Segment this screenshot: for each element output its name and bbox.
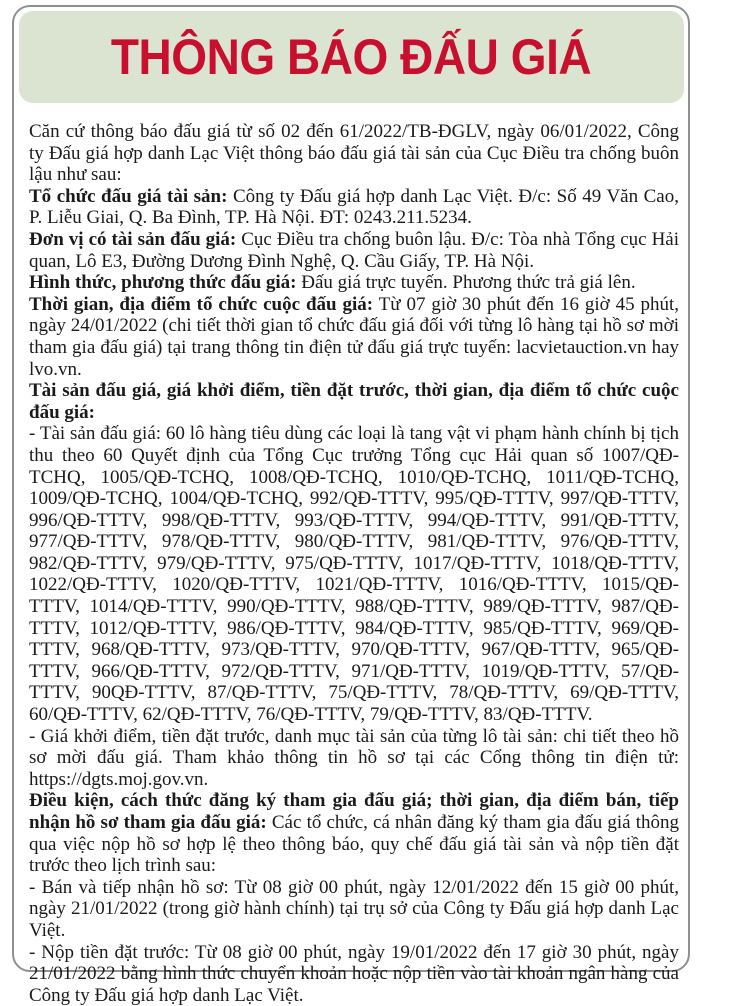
section-label: Đơn vị có tài sản đấu giá:: [29, 228, 237, 250]
notice-body: [29, 121, 679, 1006]
notice-title: THÔNG BÁO ĐẤU GIÁ: [111, 29, 592, 85]
section-assets-heading: [29, 380, 679, 423]
intro-paragraph: Căn cứ thông báo đấu giá từ số 02 đến 61/2022/TB-ĐGLV, ngày 06/01/2022, Công ty Đấu giá hợp danh Lạc Việt thông báo đấu giá tài sản của Cục Điều tra chống buôn lậu như sau:: [29, 121, 679, 186]
section-label: Thời gian, địa điểm tổ chức cuộc đấu giá:: [29, 293, 374, 315]
title-banner: [19, 11, 684, 103]
section-text: Các tổ chức, cá nhân đăng ký tham gia đấu giá thông qua việc nộp hồ sơ hợp lệ theo thông báo, quy chế đấu giá tài sản và nộp tiền đặt trước theo lịch trình sau:: [29, 812, 679, 877]
section-label: Tài sản đấu giá, giá khởi điểm, tiền đặt trước, thời gian, địa điểm tổ chức cuộc đấu giá:: [29, 380, 679, 423]
section-text: Công ty Đấu giá hợp danh Lạc Việt. Đ/c: Số 49 Văn Cao, P. Liễu Giai, Q. Ba Đình, TP. Hà Nội. ĐT: 0243.211.5234.: [29, 185, 679, 229]
section-auction-method: [29, 272, 679, 294]
section-time-place: [29, 294, 679, 380]
section-label: Điều kiện, cách thức đăng ký tham gia đấu giá; thời gian, địa điểm bán, tiếp nhận hồ sơ tham gia đấu giá:: [29, 790, 679, 833]
schedule-item-deposit: - Nộp tiền đặt trước: Từ 08 giờ 00 phút, ngày 19/01/2022 đến 17 giờ 30 phút, ngày 21/01/2022 bằng hình thức chuyển khoản hoặc nộp tiền vào tài khoản ngân hàng của Công ty Đấu giá hợp danh Lạc Việt.: [29, 941, 679, 1006]
section-asset-owner: [29, 229, 679, 272]
section-text: Từ 07 giờ 30 phút đến 16 giờ 45 phút, ngày 24/01/2022 (chi tiết thời gian tổ chức đấu giá đối với từng lô hàng tại hồ sơ mời tham gia đấu giá) tại trang thông tin điện tử đấu giá trực tuyến: lacvietauction.vn hay lvo.vn.: [29, 293, 679, 380]
schedule-item-sale: - Bán và tiếp nhận hồ sơ: Từ 08 giờ 00 phút, ngày 12/01/2022 đến 15 giờ 00 phút, ngày 21/01/2022 (trong giờ hành chính) tại trụ sở của Công ty Đấu giá hợp danh Lạc Việt.: [29, 876, 679, 941]
section-label: Tổ chức đấu giá tài sản:: [29, 185, 228, 207]
section-organizer: [29, 186, 679, 229]
pricing-paragraph: - Giá khởi điểm, tiền đặt trước, danh mục tài sản của từng lô tài sản: chi tiết theo hồ sơ mời đấu giá. Tham khảo thông tin hồ sơ tại các Cổng thông tin điện tử: https://dgts.moj.gov.vn.: [29, 725, 679, 790]
assets-list-paragraph: - Tài sản đấu giá: 60 lô hàng tiêu dùng các loại là tang vật vi phạm hành chính bị tịch thu theo 60 Quyết định của Tổng Cục trưởng Tổng cục Hải quan số 1007/QĐ-TCHQ, 1005/QĐ-TCHQ, 1008/QĐ-TCHQ, 1010/QĐ-TCHQ, 1011/QĐ-TCHQ, 1009/QĐ-TCHQ, 1004/QĐ-TCHQ, 992/QĐ-TTTV, 995/QĐ-TTTV, 997/QĐ-TTTV, 996/QĐ-TTTV, 998/QĐ-TTTV, 993/QĐ-TTTV, 994/QĐ-TTTV, 991/QĐ-TTTV, 977/QĐ-TTTV, 978/QĐ-TTTV, 980/QĐ-TTTV, 981/QĐ-TTTV, 976/QĐ-TTTV, 982/QĐ-TTTV, 979/QĐ-TTTV, 975/QĐ-TTTV, 1017/QĐ-TTTV, 1018/QĐ-TTTV, 1022/QĐ-TTTV, 1020/QĐ-TTTV, 1021/QĐ-TTTV, 1016/QĐ-TTTV, 1015/QĐ-TTTV, 1014/QĐ-TTTV, 990/QĐ-TTTV, 988/QĐ-TTTV, 989/QĐ-TTTV, 987/QĐ-TTTV, 1012/QĐ-TTTV, 986/QĐ-TTTV, 984/QĐ-TTTV, 985/QĐ-TTTV, 969/QĐ-TTTV, 968/QĐ-TTTV, 973/QĐ-TTTV, 970/QĐ-TTTV, 967/QĐ-TTTV, 965/QĐ-TTTV, 966/QĐ-TTTV, 972/QĐ-TTTV, 971/QĐ-TTTV, 1019/QĐ-TTTV, 57/QĐ-TTTV, 90QĐ-TTTV, 87/QĐ-TTTV, 75/QĐ-TTTV, 78/QĐ-TTTV, 69/QĐ-TTTV, 60/QĐ-TTTV, 62/QĐ-TTTV, 76/QĐ-TTTV, 79/QĐ-TTTV, 83/QĐ-TTTV.: [29, 423, 679, 726]
section-label: Hình thức, phương thức đấu giá:: [29, 272, 297, 294]
section-text: Đấu giá trực tuyến. Phương thức trả giá lên.: [296, 272, 636, 294]
section-text: Cục Điều tra chống buôn lậu. Đ/c: Tòa nhà Tổng cục Hải quan, Lô E3, Đường Dương Đình Nghệ, Q. Cầu Giấy, TP. Hà Nội.: [29, 228, 679, 272]
section-conditions: [29, 790, 679, 876]
